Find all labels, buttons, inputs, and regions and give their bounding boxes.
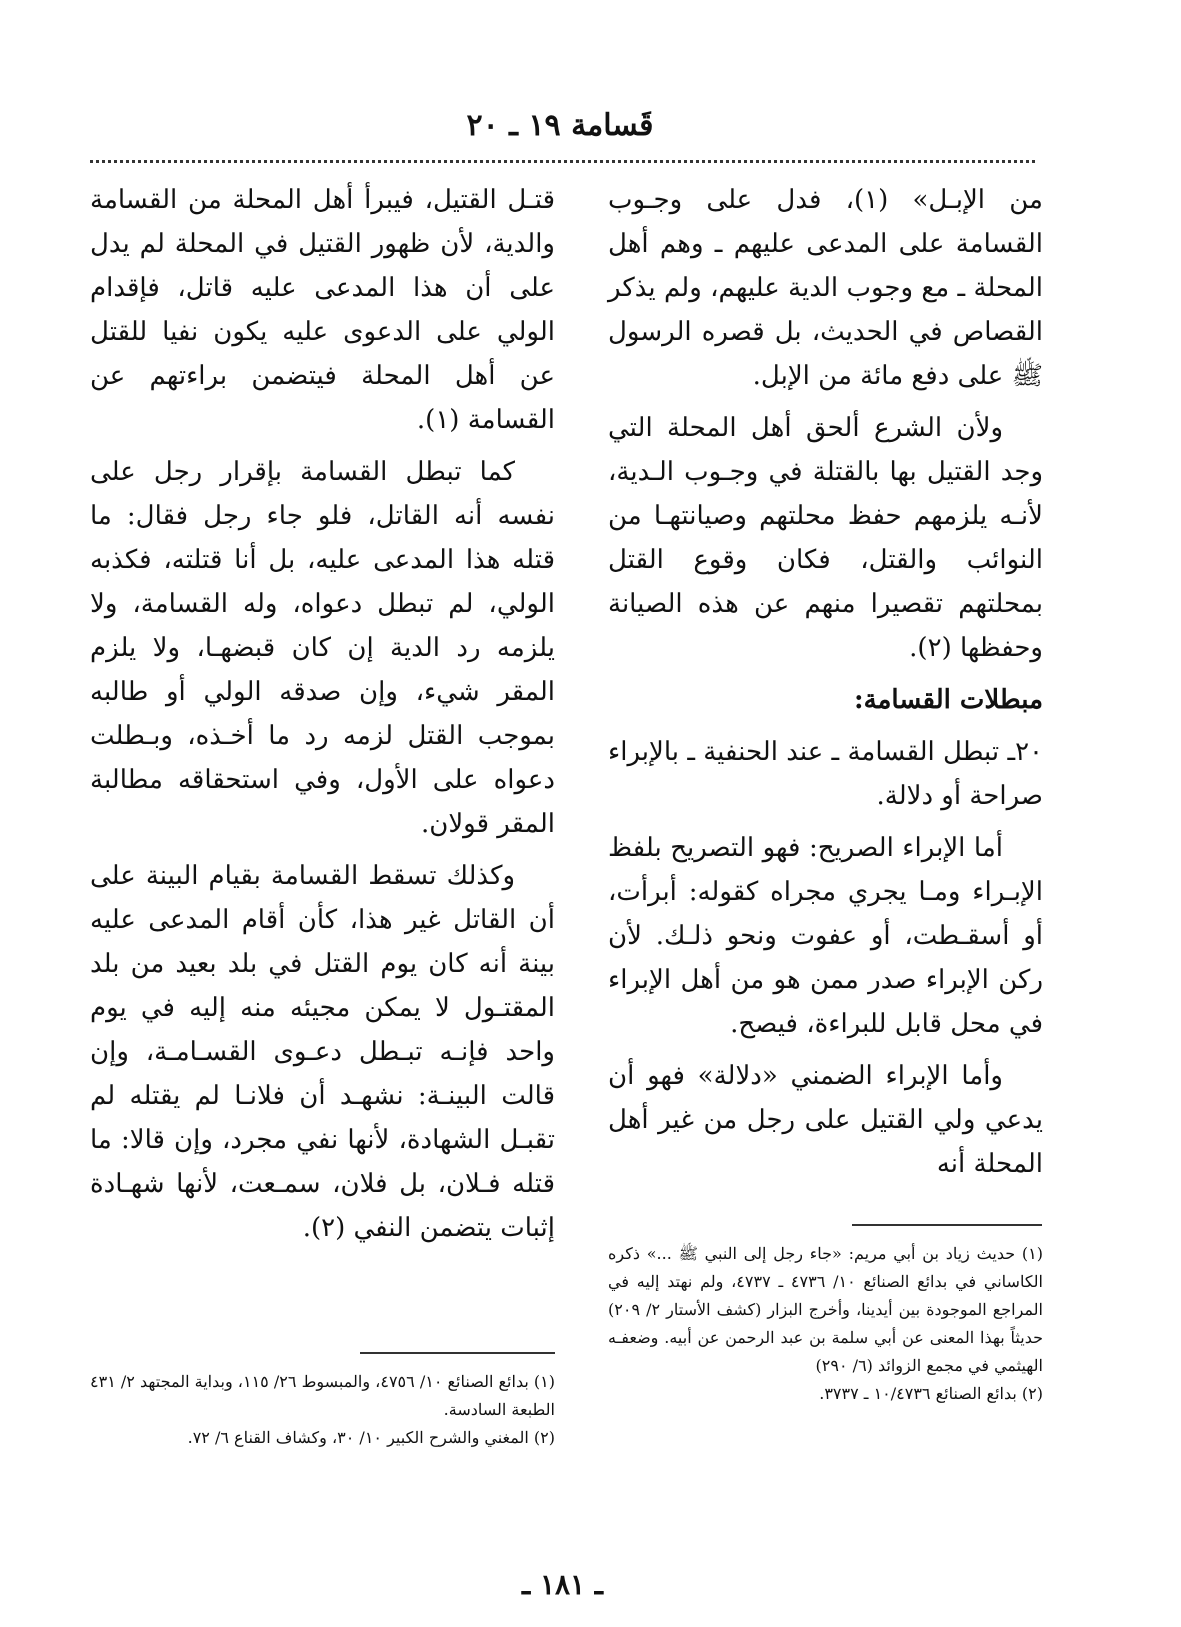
footnote: (١) بدائع الصنائع ١٠/ ٤٧٥٦، والمبسوط ٢٦/ ١١٥، وبداية المجتهد ٢/ ٤٣١ الطبعة السادسة. (90, 1372, 556, 1419)
right-text-column (608, 178, 1043, 1194)
section-heading: مبطلات القسامة: (853, 685, 1043, 715)
paragraph: وكذلك تسقط القسامة بقيام البينة على أن القاتل غير هذا، كأن أقام المدعى عليه بينة أنه كان يوم القتل في بلد بعيد من بلد المقتـول لا يمكن مجيئه منه إليه في يوم واحد فإنـه تبـطل دعـوى القسـامـة، وإن قالت البينـة: نشهـد أن فلانـا لم يقتله لم تقبـل الشهادة، لأنها نفي مجرد، وإن قالا: ما قتله فـلان، بل فلان، سمـعت، لأنها شهـادة إثبات يتضمن النفي (٢). (90, 861, 555, 1243)
paragraph: وأما الإبراء الضمني «دلالة» فهو أن يدعي ولي القتيل على رجل من غير أهل المحلة أنه (608, 1061, 1043, 1179)
header-dotted-divider (90, 160, 1035, 163)
footnote: (١) حديث زياد بن أبي مريم: «جاء رجل إلى النبي ﷺ ...» ذكره الكاساني في بدائع الصنائع ١٠/ ٤٧٣٦ ـ ٤٧٣٧، ولم نهتد إليه في المراجع الموجودة بين أيدينا، وأخرج البزار (كشف الأستار ٢/ ٢٠٩) حديثاً بهذا المعنى عن أبي سلمة بن عبد الرحمن عن أبيه. وضعفـه الهيثمي في مجمع الزوائد (٦/ ٢٩٠) (608, 1244, 1043, 1375)
paragraph: ٢٠ـ تبطل القسامة ـ عند الحنفية ـ بالإبراء صراحة أو دلالة. (608, 737, 1043, 811)
footnotes-left (90, 1368, 555, 1452)
footnote-divider (852, 1224, 1042, 1226)
footnote: (٢) المغني والشرح الكبير ١٠/ ٣٠، وكشاف القناع ٦/ ٧٢. (187, 1428, 555, 1447)
page-number: ـ ١٨١ ـ (521, 1568, 604, 1601)
footnote: (٢) بدائع الصنائع ١٠/٤٧٣٦ ـ ٣٧٣٧. (819, 1384, 1043, 1403)
paragraph: كما تبطل القسامة بإقرار رجل على نفسه أنه القاتل، فلو جاء رجل فقال: ما قتله هذا المدعى عليه، بل أنا قتلته، فكذبه الولي، لم تبطل دعواه، وله القسامة، ولا يلزمه رد الدية إن كان قبضهـا، ولا يلزم المقر شيء، وإن صدقه الولي أو طالبه بموجب القتل لزمه رد ما أخـذه، وبـطلت دعواه على الأول، وفي استحقاقه مطالبة المقر قولان. (90, 457, 555, 839)
paragraph: ولأن الشرع ألحق أهل المحلة التي وجد القتيل بها بالقتلة في وجـوب الـدية، لأنـه يلزمهم حفظ محلتهم وصيانتهـا من النوائب والقتل، فكان وقوع القتل بمحلتهم تقصيرا منهم عن هذه الصيانة وحفظها (٢). (608, 413, 1043, 663)
paragraph: من الإبـل» (١)، فدل على وجـوب القسامة على المدعى عليهم ـ وهم أهل المحلة ـ مع وجوب الدية عليهم، ولم يذكر القصاص في الحديث، بل قصره الرسول ﷺ على دفع مائة من الإبل. (608, 185, 1043, 391)
footnotes-right (608, 1240, 1043, 1408)
paragraph: قتـل القتيل، فيبرأ أهل المحلة من القسامة والدية، لأن ظهور القتيل في المحلة لم يدل على أن هذا المدعى عليه قاتل، فإقدام الولي على الدعوى عليه يكون نفيا للقتل عن أهل المحلة فيتضمن براءتهم عن القسامة (١). (90, 185, 555, 435)
footnote-divider (360, 1352, 555, 1354)
paragraph: أما الإبراء الصريح: فهو التصريح بلفظ الإبـراء ومـا يجري مجراه كقوله: أبرأت، أو أسقـطت، أو عفوت ونحو ذلـك. لأن ركن الإبراء صدر ممن هو من أهل الإبراء في محل قابل للبراءة، فيصح. (608, 833, 1043, 1039)
page-header-title: قَسامة ١٩ ـ ٢٠ (466, 108, 654, 143)
left-text-column (90, 178, 555, 1258)
